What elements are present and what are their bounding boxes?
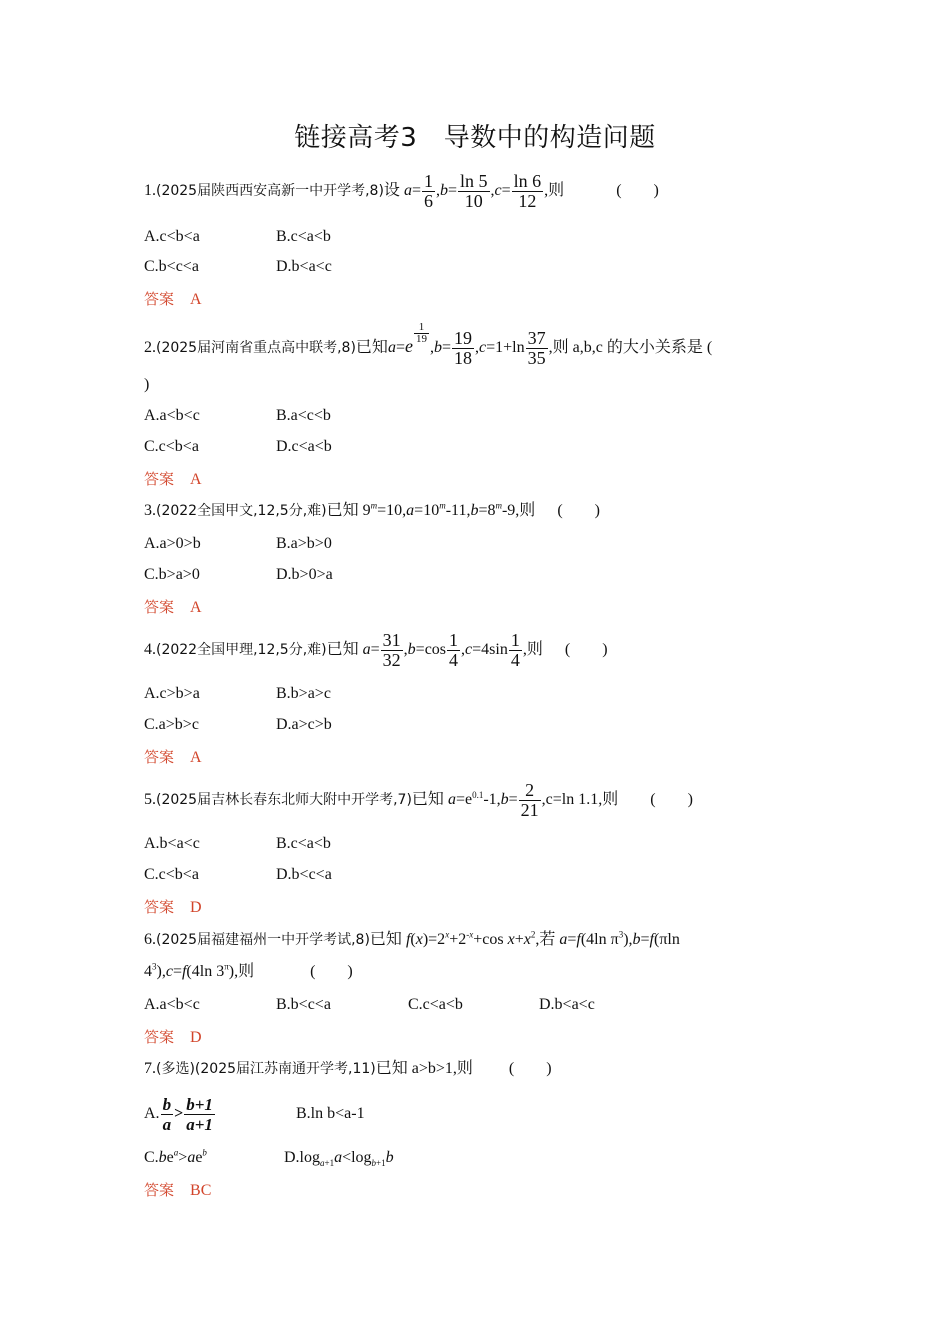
q4-option-c: C.a>b>c [144,716,199,733]
q1-option-b: B.c<a<b [276,228,331,245]
q1-answer: 答案 A [144,290,202,308]
q4-option-b: B.b>a>c [276,685,331,702]
q7-option-d: $D.\log_{a+1}a<\log_{b+1}b$ [284,1149,394,1169]
q7-option-a: A. $\frac{b}{a}$ > $\frac{b+1}{a+1}$ [144,1094,213,1134]
question-2: 2.(2025届河南省重点高中联考,8)已知a=e $\frac{1}{19}$ ,b= $\frac{19}{18}$ ,c=1+ln $\frac{37}{35}$ ,则 a,b,c 的大小关系是 ( [144,321,713,368]
question-6: 6.(2025届福建福州一中开学考试,8)已知 $f(x)=2^x+2^{-x}+\cos$ $x+x^2$,若 a=f(4ln $\pi^3),b=f(\pi\ln$ [144,929,680,948]
page-title: 链接高考3 导数中的构造问题 [294,123,656,153]
q7-option-c: $C.be^a>ae^b$ [144,1147,207,1166]
question-6-cont: $4^3),c=f(4\ln$ $3^\pi$),则 ( ) [144,961,353,980]
q1-option-d: D.b<a<c [276,258,332,275]
q7-answer: 答案 BC [144,1181,212,1199]
question-3: 3.(2022全国甲文,12,5分,难)已知 $9^m=10,a=10^m-11,b=8^m-9$,则 ( ) [144,500,600,519]
q5-option-b: B.c<a<b [276,835,331,852]
q2-paren-close: ) [144,376,150,393]
question-7: 7.(多选)(2025届江苏南通开学考,11)已知 a>b>1,则 ( ) [144,1060,552,1077]
question-1: 1.(2025届陕西西安高新一中开学考,8)设 a= $\frac{1}{6}$ ,b= $\frac{\ln 5}{10}$ ,c= $\frac{\ln 6}{12}$ ,则 ( ) [144,171,659,211]
q6-option-b: B.b<c<a [276,996,331,1013]
q6-option-d: D.b<a<c [539,996,595,1013]
q5-option-d: D.b<c<a [276,866,332,883]
q2-option-c: C.c<b<a [144,438,199,455]
q6-option-c: C.c<a<b [408,996,463,1013]
q5-option-a: A.b<a<c [144,835,200,852]
q2-option-a: A.a<b<c [144,407,200,424]
q5-option-c: C.c<b<a [144,866,199,883]
q6-answer: 答案 D [144,1028,202,1046]
q7-option-b: B.ln b<a-1 [296,1105,365,1122]
q4-option-a: A.c>b>a [144,685,200,702]
q3-option-a: A.a>0>b [144,535,201,552]
q2-option-d: D.c<a<b [276,438,332,455]
q3-option-d: D.b>0>a [276,566,333,583]
q5-answer: 答案 D [144,898,202,916]
question-4: 4.(2022全国甲理,12,5分,难)已知 a= $\frac{31}{32}$ ,b=cos $\frac{1}{4}$ ,c=4sin $\frac{1}{4}$ ,则 ( ) [144,630,608,670]
q1-option-a: A.c<b<a [144,228,200,245]
q3-answer: 答案 A [144,598,202,616]
q3-option-c: C.b>a>0 [144,566,200,583]
q2-answer: 答案 A [144,470,202,488]
q2-option-b: B.a<c<b [276,407,331,424]
q1-option-c: C.b<c<a [144,258,199,275]
q4-answer: 答案 A [144,748,202,766]
q6-option-a: A.a<b<c [144,996,200,1013]
question-5: 5.(2025届吉林长春东北师大附中开学考,7)已知 $a=e^{0.1}-1,b=$ $\frac{2}{21}$ ,c=ln 1.1,则 ( ) [144,780,693,820]
q4-option-d: D.a>c>b [276,716,332,733]
q3-option-b: B.a>b>0 [276,535,332,552]
